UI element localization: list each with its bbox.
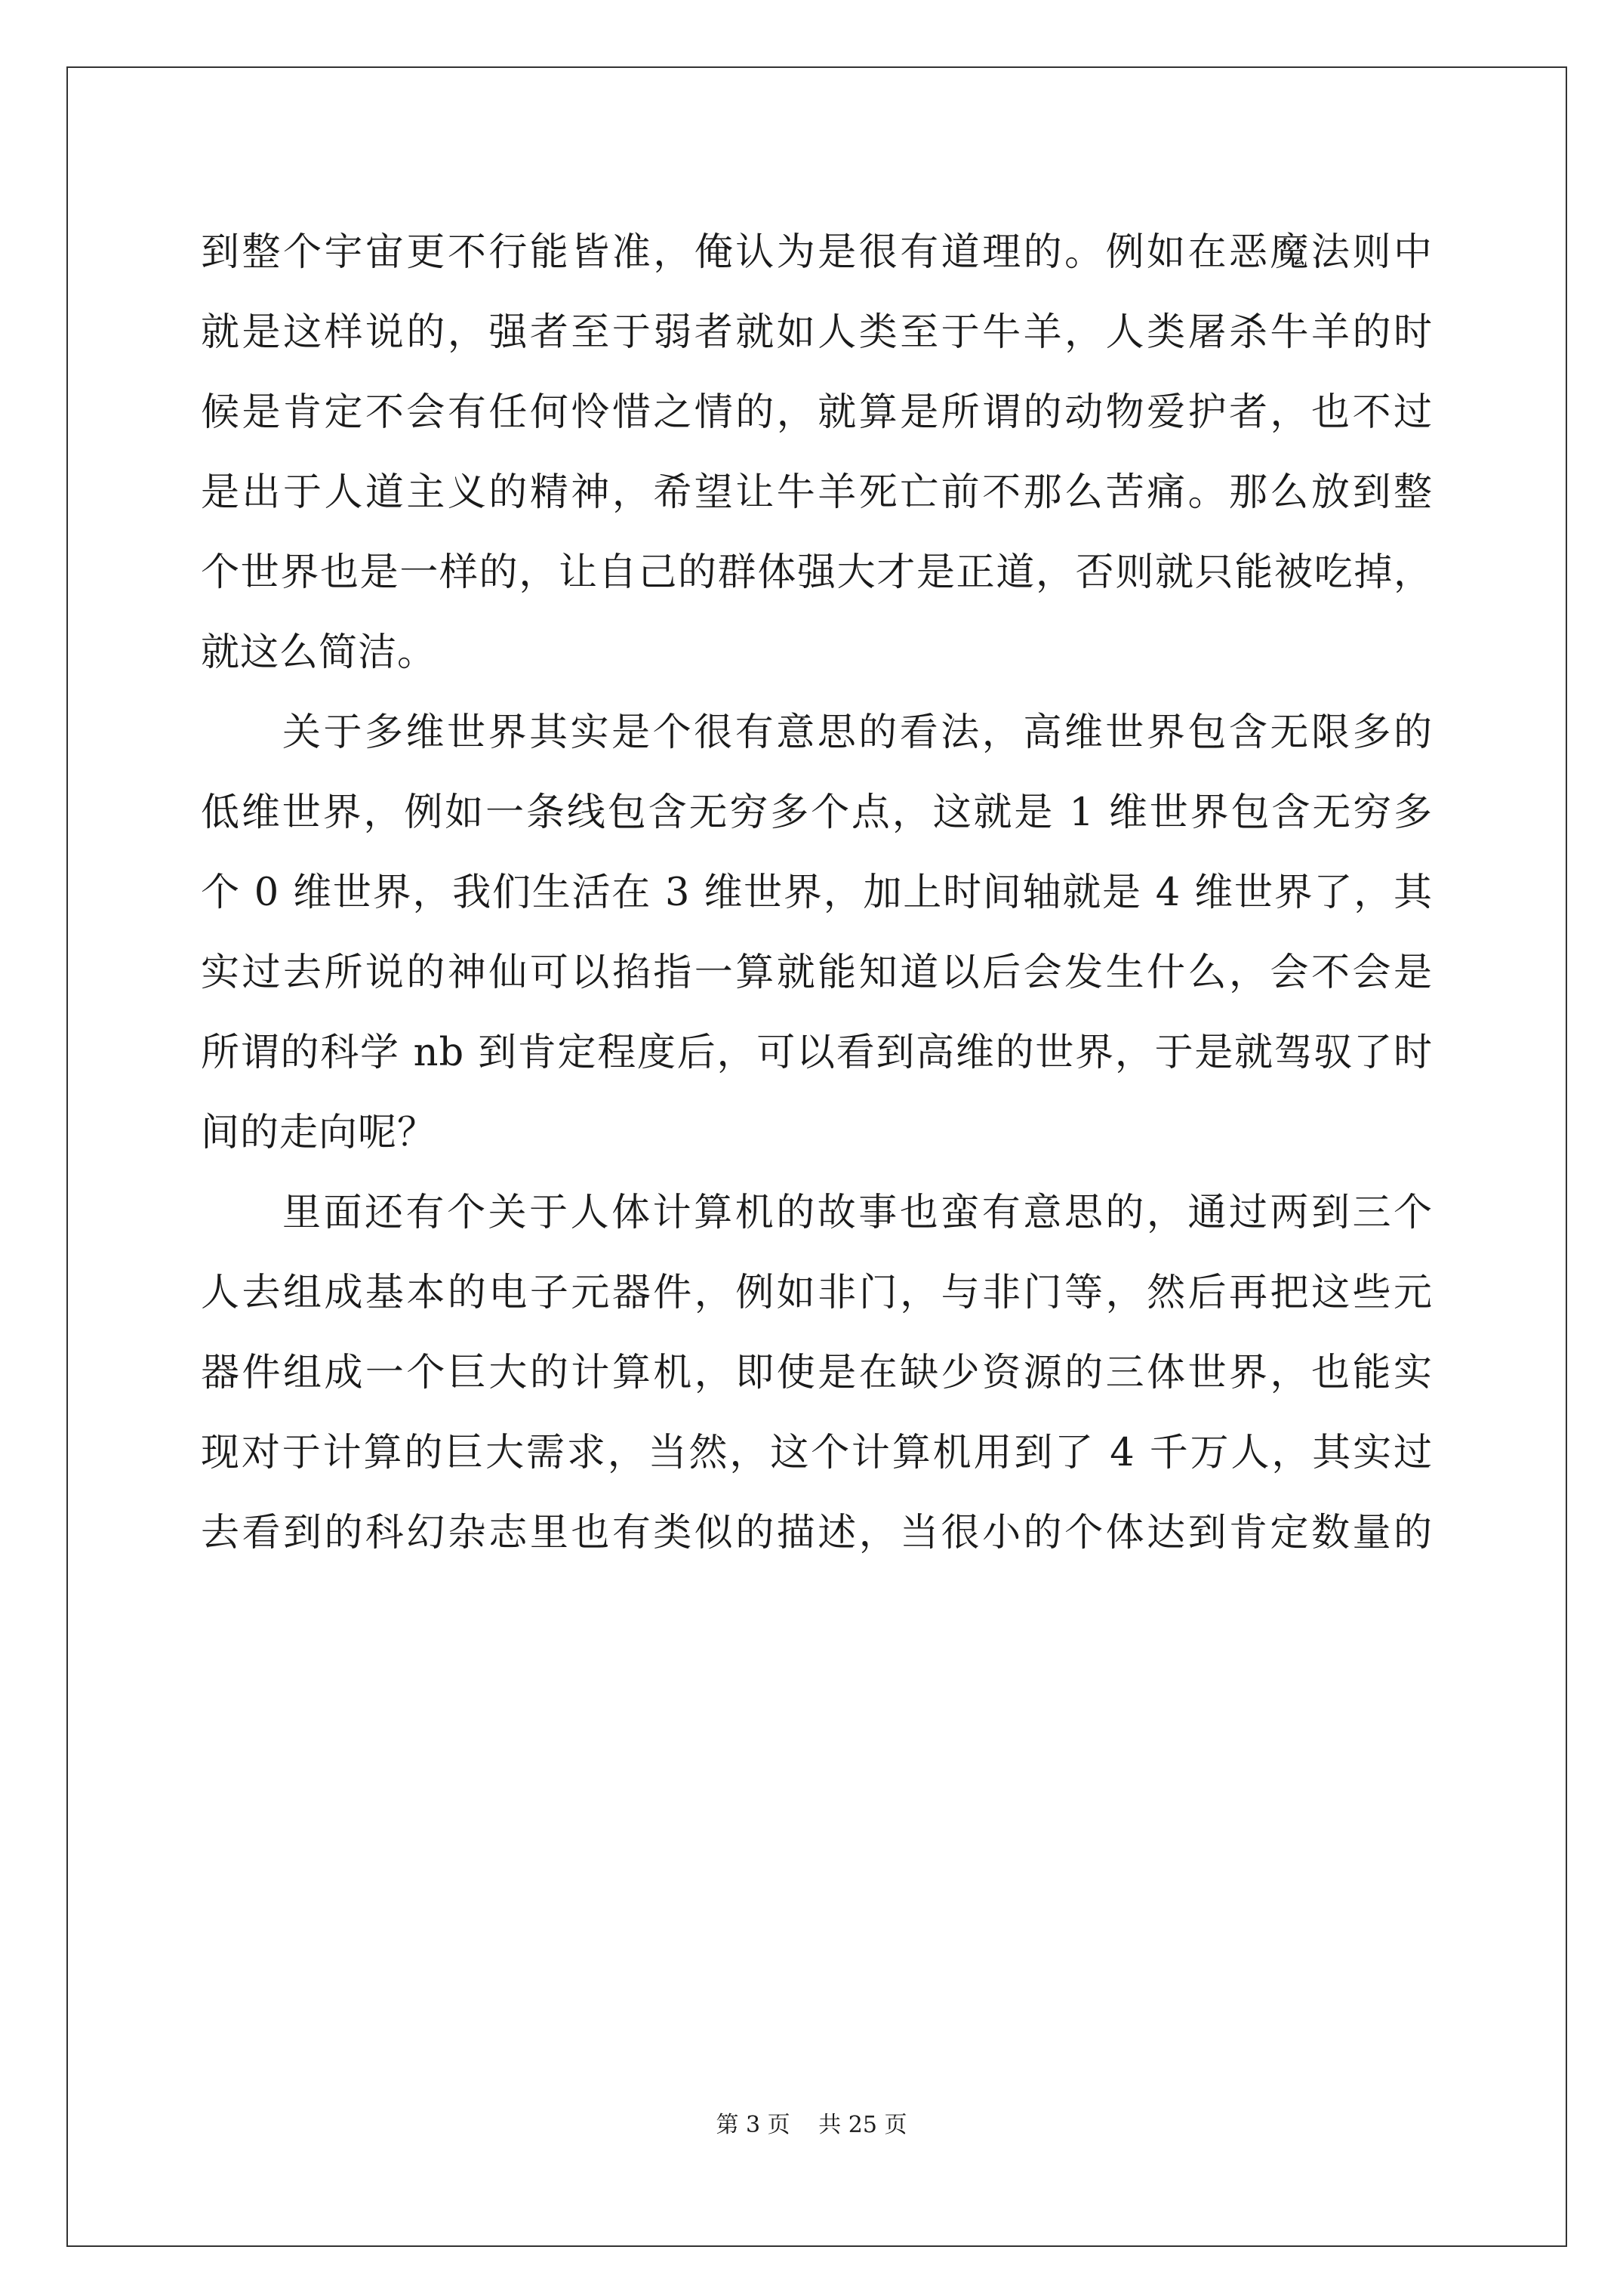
text-line: 里面还有个关于人体计算机的故事也蛮有意思的，通过两到三个: [282, 1191, 1433, 1235]
text-line: 就是这样说的，强者至于弱者就如人类至于牛羊，人类屠杀牛羊的时: [201, 310, 1433, 355]
text-line: 器件组成一个巨大的计算机，即使是在缺少资源的三体世界，也能实: [201, 1351, 1433, 1395]
text-line: 候是肯定不会有任何怜惜之情的，就算是所谓的动物爱护者，也不过: [201, 390, 1433, 435]
page-total: 共 25 页: [818, 2112, 907, 2138]
text-line: 关于多维世界其实是个很有意思的看法，高维世界包含无限多的: [282, 710, 1433, 755]
document-body: [201, 213, 1433, 1573]
text-line: 所谓的科学 nb 到肯定程度后，可以看到高维的世界，于是就驾驭了时: [201, 1031, 1433, 1075]
page-footer: [0, 2110, 1623, 2140]
page-number: 第 3 页: [716, 2112, 790, 2138]
text-line: 到整个宇宙更不行能皆准，俺认为是很有道理的。例如在恶魔法则中: [201, 230, 1433, 275]
text-line: 低维世界，例如一条线包含无穷多个点，这就是 1 维世界包含无穷多: [201, 791, 1433, 835]
text-line: 是出于人道主义的精神，希望让牛羊死亡前不那么苦痛。那么放到整: [201, 470, 1433, 515]
text-line: 个 0 维世界，我们生活在 3 维世界，加上时间轴就是 4 维世界了，其: [201, 871, 1433, 915]
text-line: 就这么简洁。: [201, 630, 437, 675]
text-line: 间的走向呢？: [201, 1111, 437, 1155]
text-line: 去看到的科幻杂志里也有类似的描述，当很小的个体达到肯定数量的: [201, 1511, 1433, 1555]
text-line: 人去组成基本的电子元器件，例如非门，与非门等，然后再把这些元: [201, 1271, 1433, 1315]
text-line: 实过去所说的神仙可以掐指一算就能知道以后会发生什么，会不会是: [201, 951, 1433, 995]
text-line: 个世界也是一样的，让自己的群体强大才是正道，否则就只能被吃掉，: [201, 550, 1433, 595]
text-line: 现对于计算的巨大需求，当然，这个计算机用到了 4 千万人，其实过: [201, 1431, 1433, 1475]
